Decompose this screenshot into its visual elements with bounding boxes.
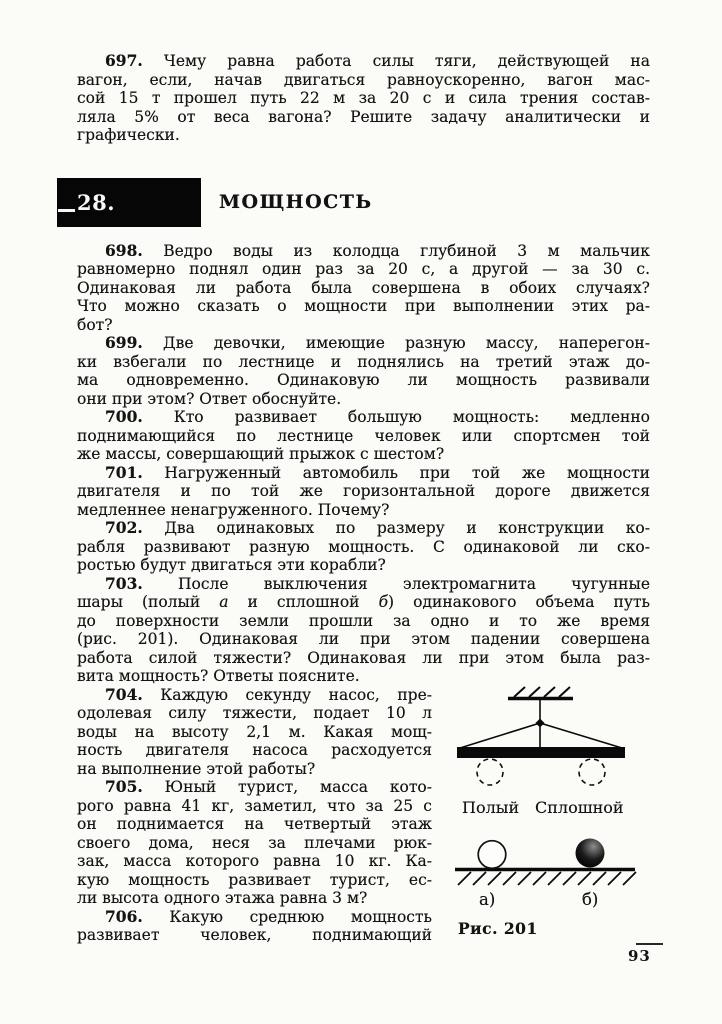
problem-700-line-1: 700. Кто развивает большую мощность: медленно (105, 408, 650, 426)
problem-706-line-1: 706. Какую среднюю мощность (105, 907, 432, 926)
problem-704-line-5: на выполнение этой работы? (77, 759, 316, 778)
electromagnet-bar (457, 747, 625, 758)
problem-698 (77, 242, 650, 335)
problem-702-line-3: ростью будут двигаться эти корабли? (77, 556, 386, 574)
problem-700-line-2: поднимающийся по лестнице человек или спортсмен той (77, 426, 650, 445)
problem-705-line-7: ли высота одного этажа равна 3 м? (77, 889, 368, 907)
problem-703-line-3: до поверхности земли прошли за одно и то же время (77, 611, 650, 630)
section-number: 28. (77, 189, 116, 215)
problem-705-line-1: 705. Юный турист, масса кото- (105, 778, 432, 796)
problem-706 (77, 908, 432, 945)
problem-702-line-2: рабля развивают разную мощность. С одинаковой ли ско- (77, 537, 650, 556)
problem-698-line-1: 698. Ведро воды из колодца глубиной 3 м мальчик (105, 241, 650, 260)
hollow-ball (478, 840, 506, 868)
problem-701-line-2: двигателя и по той же горизонтальной дороге движется (77, 482, 650, 500)
problem-703-line-5: работа силой тяжести? Одинаковая ли при этом была раз- (77, 648, 650, 667)
problem-705-line-6: кую мощность развивает турист, ес- (77, 870, 432, 889)
problem-702 (77, 519, 650, 575)
section-title: МОЩНОСТЬ (219, 191, 373, 213)
page-number: 93 (628, 947, 651, 965)
problem-705-line-5: зак, масса которого равна 10 кг. Ка- (77, 852, 432, 870)
problem-706-line-2: развивает человек, поднимающий (77, 926, 432, 944)
ground-hatching-icon (458, 872, 636, 885)
problem-701-line-3: медленнее ненагруженного. Почему? (77, 500, 390, 519)
problem-703-line-6: вита мощность? Ответы поясните. (77, 667, 360, 685)
problem-703-line-2: шары (полый а и сплошной б) одинакового объема путь (77, 593, 650, 611)
problem-704-line-4: ность двигателя насоса расходуется (77, 741, 432, 759)
held-balls-dashed (477, 759, 605, 785)
problem-704-line-3: воды на высоту 2,1 м. Какая мощ- (77, 722, 432, 741)
problem-704-line-1: 704. Каждую секунду насос, пре- (105, 685, 432, 704)
problem-699-line-2: ки взбегали по лестнице и поднялись на третий этаж до- (77, 352, 650, 371)
problem-704 (77, 686, 432, 779)
problems-top (77, 52, 650, 145)
problem-703 (77, 575, 650, 686)
problem-697-line-1: 697. Чему равна работа силы тяги, действующей на (105, 52, 650, 70)
problem-697 (77, 52, 650, 145)
page-number-block (628, 943, 668, 965)
problem-701 (77, 464, 650, 520)
problem-698-line-5: бот? (77, 315, 113, 334)
hollow-ball-dashed (477, 759, 503, 785)
label-b: б) (582, 889, 599, 909)
problem-697-line-2: вагон, если, начав двигаться равноускоренно, вагон мас- (77, 70, 650, 89)
ground-diagram (432, 836, 650, 892)
problem-698-line-2: равномерно поднял один раз за 20 с, а другой — за 30 с. (77, 260, 650, 278)
problems-middle (77, 242, 650, 686)
label-solid: Сплошной (535, 797, 624, 817)
problem-700-line-3: же массы, совершающий прыжок с шестом? (77, 445, 445, 463)
solid-ball-dashed (579, 759, 605, 785)
text-and-figure-row (77, 686, 650, 948)
problem-699-line-3: ма одновременно. Одинаковую ли мощность развивали (77, 371, 650, 389)
label-a: а) (479, 889, 496, 909)
label-hollow: Полый (462, 797, 520, 817)
problem-703-line-4: (рис. 201). Одинаковая ли при этом падении совершена (77, 630, 650, 648)
problems-narrow-column (77, 686, 432, 945)
problem-699-line-4: они при этом? Ответ обоснуйте. (77, 389, 342, 408)
section-number-box (57, 178, 201, 227)
problem-697-line-4: ляла 5% от веса вагона? Решите задачу аналитически и (77, 107, 650, 126)
figure-caption: Рис. 201 (458, 918, 538, 938)
header-dash (58, 209, 75, 212)
problem-697-line-5: графически. (77, 126, 180, 144)
problem-705-line-2: рого равна 41 кг, заметил, что за 25 с (77, 796, 432, 815)
problem-698-line-4: Что можно сказать о мощности при выполнении этих ра- (77, 297, 650, 315)
solid-ball (576, 838, 605, 867)
electromagnet-diagram (432, 686, 650, 790)
problem-698-line-3: Одинаковая ли работа была совершена в обоих случаях? (77, 278, 650, 297)
problem-702-line-1: 702. Два одинаковых по размеру и конструкции ко- (105, 519, 650, 537)
problem-700 (77, 408, 650, 464)
problem-703-line-1: 703. После выключения электромагнита чугунные (105, 574, 650, 593)
page-number-rule (636, 943, 663, 945)
problem-705-line-4: своего дома, неся за плечами рюк- (77, 833, 432, 852)
section-header (57, 178, 650, 227)
problem-704-line-2: одолевая силу тяжести, подает 10 л (77, 704, 432, 722)
ceiling-hatching-icon (514, 687, 570, 697)
figure-201 (432, 686, 650, 948)
problem-705-line-3: он поднимается на четвертый этаж (77, 815, 432, 833)
problem-705 (77, 778, 432, 908)
suspension-knot (536, 718, 545, 727)
problem-699-line-1: 699. Две девочки, имеющие разную массу, наперегон- (105, 334, 650, 352)
problem-697-line-3: сой 15 т прошел путь 22 м за 20 с и сила трения состав- (77, 89, 650, 107)
problem-699 (77, 334, 650, 408)
problem-701-line-1: 701. Нагруженный автомобиль при той же мощности (105, 463, 650, 482)
